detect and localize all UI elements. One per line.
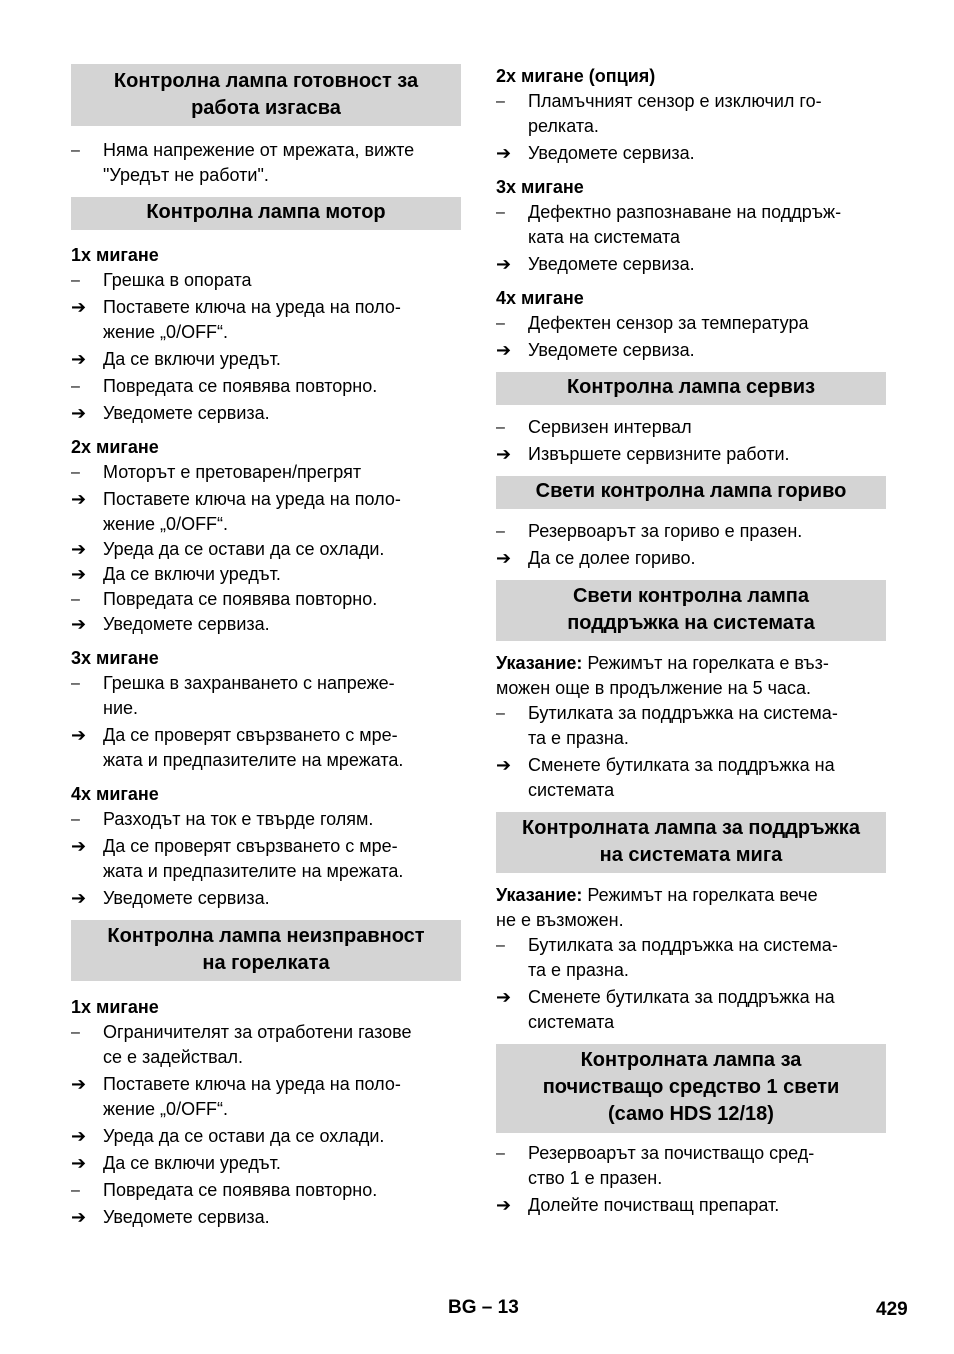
heading-line: Контролна лампа неизправност bbox=[107, 925, 425, 947]
item-text: Разходът на ток е твърде голям. bbox=[103, 809, 374, 829]
item-text bbox=[103, 723, 461, 773]
list-item bbox=[496, 415, 886, 440]
arrow-icon: ➔ bbox=[71, 725, 87, 745]
item-line: Да се проверят свързването с мре- bbox=[103, 836, 398, 856]
item-text bbox=[103, 1020, 461, 1070]
blink-subheading: 4x мигане bbox=[71, 784, 159, 804]
heading-line: Контролна лампа сервиз bbox=[566, 376, 816, 398]
heading-line: почистващо средство 1 свети bbox=[542, 1076, 840, 1098]
note-label: Указание: bbox=[496, 885, 583, 905]
arrow-icon: ➔ bbox=[496, 444, 512, 464]
section-heading-fuel-lamp bbox=[496, 476, 886, 509]
arrow-icon: ➔ bbox=[71, 349, 87, 369]
item-text: Уреда да се остави да се охлади. bbox=[103, 539, 385, 559]
note-line bbox=[496, 883, 886, 908]
arrow-icon: ➔ bbox=[496, 987, 512, 1007]
dash-marker: – bbox=[496, 523, 505, 540]
dash-marker: – bbox=[71, 142, 80, 159]
item-line: та е празна. bbox=[528, 728, 629, 748]
heading-line: на системата мига bbox=[599, 844, 783, 866]
list-item bbox=[496, 1141, 886, 1191]
item-line: жата и предпазителите на мрежата. bbox=[103, 861, 404, 881]
item-text: Да се включи уредът. bbox=[103, 564, 281, 584]
arrow-icon: ➔ bbox=[71, 297, 87, 317]
arrow-icon: ➔ bbox=[71, 1207, 87, 1227]
list-item bbox=[71, 537, 461, 562]
section-heading-detergent-lamp bbox=[496, 1044, 886, 1133]
blink-subheading: 4x мигане bbox=[496, 288, 584, 308]
dash-marker: – bbox=[71, 1182, 80, 1199]
list-item bbox=[496, 701, 886, 751]
note-text: Режимът на горелката е въз- bbox=[582, 653, 829, 673]
arrow-icon: ➔ bbox=[71, 888, 87, 908]
note-line: можен още в продължение на 5 часа. bbox=[496, 678, 812, 698]
item-text bbox=[103, 834, 461, 884]
list-item bbox=[71, 1020, 461, 1070]
list-item bbox=[71, 1072, 461, 1122]
heading-line: работа изгасва bbox=[191, 97, 341, 119]
heading-line: Контролната лампа за поддръжка bbox=[522, 817, 860, 839]
list-item bbox=[71, 834, 461, 884]
note-line: не е възможен. bbox=[496, 910, 624, 930]
arrow-icon: ➔ bbox=[71, 614, 87, 634]
list-item bbox=[496, 1193, 886, 1218]
arrow-icon: ➔ bbox=[496, 340, 512, 360]
item-text bbox=[103, 295, 461, 345]
arrow-icon: ➔ bbox=[71, 836, 87, 856]
list-item bbox=[496, 338, 886, 363]
right-column bbox=[496, 64, 886, 1218]
arrow-icon: ➔ bbox=[71, 489, 87, 509]
dash-marker: – bbox=[496, 937, 505, 954]
item-line: Дефектно разпознаване на поддръж- bbox=[528, 202, 842, 222]
left-column bbox=[71, 64, 461, 1230]
arrow-icon: ➔ bbox=[496, 254, 512, 274]
section-heading-burner-fault-lamp bbox=[71, 920, 461, 981]
list-item bbox=[71, 1178, 461, 1203]
item-text: Уведомете сервиза. bbox=[528, 254, 695, 274]
item-line: ние. bbox=[103, 698, 139, 718]
list-item bbox=[71, 268, 461, 293]
arrow-icon: ➔ bbox=[496, 755, 512, 775]
item-text bbox=[103, 138, 461, 188]
note-paragraph bbox=[496, 883, 886, 933]
list-item bbox=[496, 89, 886, 139]
footer-page-number: 429 bbox=[876, 1299, 908, 1320]
list-item bbox=[496, 985, 886, 1035]
section-heading-system-care-lamp bbox=[496, 580, 886, 641]
item-text: Повредата се появява повторно. bbox=[103, 1180, 378, 1200]
dash-marker: – bbox=[71, 464, 80, 481]
item-line: "Уредът не работи". bbox=[103, 165, 269, 185]
blink-subheading: 2x мигане (опция) bbox=[496, 66, 656, 86]
item-line: Сменете бутилката за поддръжка на bbox=[528, 755, 835, 775]
list-item bbox=[71, 562, 461, 587]
item-line: системата bbox=[528, 1012, 615, 1032]
dash-marker: – bbox=[71, 1024, 80, 1041]
arrow-icon: ➔ bbox=[71, 539, 87, 559]
blink-subheading: 1x мигане bbox=[71, 997, 159, 1017]
list-item bbox=[496, 200, 886, 250]
item-line: Бутилката за поддръжка на система- bbox=[528, 935, 838, 955]
list-item bbox=[71, 1205, 461, 1230]
item-text: Уведомете сервиза. bbox=[528, 143, 695, 163]
list-item bbox=[71, 886, 461, 911]
list-item bbox=[71, 723, 461, 773]
item-line: се е задействал. bbox=[103, 1047, 243, 1067]
dash-marker: – bbox=[71, 378, 80, 395]
list-item bbox=[71, 1151, 461, 1176]
dash-marker: – bbox=[71, 675, 80, 692]
list-item bbox=[71, 487, 461, 537]
item-text: Уведомете сервиза. bbox=[103, 403, 270, 423]
item-line: ство 1 е празен. bbox=[528, 1168, 663, 1188]
item-text: Сервизен интервал bbox=[528, 417, 692, 437]
heading-line: Контролна лампа готовност за bbox=[113, 70, 419, 92]
list-item bbox=[496, 519, 886, 544]
heading-line: поддръжка на системата bbox=[567, 612, 815, 634]
list-item bbox=[496, 933, 886, 983]
item-text: Резервоарът за гориво е празен. bbox=[528, 521, 803, 541]
item-text bbox=[103, 487, 461, 537]
arrow-icon: ➔ bbox=[71, 1074, 87, 1094]
item-text: Грешка в опората bbox=[103, 270, 252, 290]
item-text bbox=[103, 1072, 461, 1122]
arrow-icon: ➔ bbox=[71, 564, 87, 584]
heading-line: Свети контролна лампа гориво bbox=[535, 480, 847, 502]
list-item bbox=[71, 460, 461, 485]
arrow-icon: ➔ bbox=[71, 1126, 87, 1146]
dash-marker: – bbox=[496, 204, 505, 221]
item-line: Грешка в захранването с напреже- bbox=[103, 673, 395, 693]
note-label: Указание: bbox=[496, 653, 583, 673]
item-line: жение „0/OFF“. bbox=[103, 322, 229, 342]
list-item bbox=[496, 141, 886, 166]
item-line: та е празна. bbox=[528, 960, 629, 980]
arrow-icon: ➔ bbox=[71, 403, 87, 423]
item-text: Да се включи уредът. bbox=[103, 1153, 281, 1173]
item-line: Сменете бутилката за поддръжка на bbox=[528, 987, 835, 1007]
item-text: Повредата се появява повторно. bbox=[103, 376, 378, 396]
blink-subheading: 1x мигане bbox=[71, 245, 159, 265]
section-heading-ready-lamp bbox=[71, 64, 461, 126]
item-text bbox=[528, 753, 886, 803]
item-text: Извършете сервизните работи. bbox=[528, 444, 790, 464]
list-item bbox=[71, 671, 461, 721]
list-item bbox=[71, 374, 461, 399]
section-heading-system-care-blink bbox=[496, 812, 886, 873]
item-text bbox=[528, 1141, 886, 1191]
blink-subheading: 3x мигане bbox=[496, 177, 584, 197]
dash-marker: – bbox=[496, 705, 505, 722]
item-line: жата и предпазителите на мрежата. bbox=[103, 750, 404, 770]
item-text bbox=[528, 89, 886, 139]
dash-marker: – bbox=[71, 591, 80, 608]
item-text: Повредата се появява повторно. bbox=[103, 589, 378, 609]
item-line: релката. bbox=[528, 116, 599, 136]
item-text: Уведомете сервиза. bbox=[528, 340, 695, 360]
item-text bbox=[528, 701, 886, 751]
note-line bbox=[496, 651, 886, 676]
item-text: Уведомете сервиза. bbox=[103, 888, 270, 908]
blink-subheading: 2x мигане bbox=[71, 437, 159, 457]
item-line: Поставете ключа на уреда на поло- bbox=[103, 489, 401, 509]
list-item bbox=[71, 587, 461, 612]
item-line: жение „0/OFF“. bbox=[103, 514, 229, 534]
note-paragraph bbox=[496, 651, 886, 701]
item-line: Поставете ключа на уреда на поло- bbox=[103, 297, 401, 317]
item-text: Уведомете сервиза. bbox=[103, 614, 270, 634]
item-line: ката на системата bbox=[528, 227, 681, 247]
heading-line: Свети контролна лампа bbox=[572, 585, 810, 607]
arrow-icon: ➔ bbox=[496, 1195, 512, 1215]
list-item bbox=[496, 753, 886, 803]
item-text bbox=[528, 933, 886, 983]
list-item bbox=[496, 546, 886, 571]
item-text bbox=[528, 985, 886, 1035]
item-text: Да се включи уредът. bbox=[103, 349, 281, 369]
arrow-icon: ➔ bbox=[496, 143, 512, 163]
item-text: Долейте почистващ препарат. bbox=[528, 1195, 780, 1215]
dash-marker: – bbox=[496, 315, 505, 332]
arrow-icon: ➔ bbox=[71, 1153, 87, 1173]
item-line: системата bbox=[528, 780, 615, 800]
item-line: Пламъчният сензор е изключил го- bbox=[528, 91, 822, 111]
blink-subheading: 3x мигане bbox=[71, 648, 159, 668]
dash-marker: – bbox=[71, 272, 80, 289]
heading-line: Контролна лампа мотор bbox=[146, 201, 386, 223]
heading-line: на горелката bbox=[202, 952, 330, 974]
heading-line: (само HDS 12/18) bbox=[608, 1103, 774, 1125]
item-line: Поставете ключа на уреда на поло- bbox=[103, 1074, 401, 1094]
heading-line: Контролната лампа за bbox=[580, 1049, 802, 1071]
item-line: Ограничителят за отработени газове bbox=[103, 1022, 412, 1042]
list-item bbox=[496, 442, 886, 467]
list-item bbox=[496, 252, 886, 277]
list-item bbox=[71, 612, 461, 637]
list-item bbox=[71, 295, 461, 345]
dash-marker: – bbox=[496, 419, 505, 436]
item-line: Бутилката за поддръжка на система- bbox=[528, 703, 838, 723]
section-heading-service-lamp bbox=[496, 372, 886, 405]
footer-section-code: BG – 13 bbox=[448, 1297, 519, 1318]
item-text: Уреда да се остави да се охлади. bbox=[103, 1126, 385, 1146]
item-text: Уведомете сервиза. bbox=[103, 1207, 270, 1227]
list-item bbox=[71, 1124, 461, 1149]
item-line: Резервоарът за почистващо сред- bbox=[528, 1143, 815, 1163]
list-item bbox=[71, 401, 461, 426]
list-item bbox=[71, 138, 461, 188]
item-line: Да се проверят свързването с мре- bbox=[103, 725, 398, 745]
item-text: Моторът е претоварен/прегрят bbox=[103, 462, 362, 482]
note-text: Режимът на горелката вече bbox=[582, 885, 818, 905]
dash-marker: – bbox=[71, 811, 80, 828]
item-text: Да се долее гориво. bbox=[528, 548, 696, 568]
section-heading-motor-lamp bbox=[71, 197, 461, 230]
dash-marker: – bbox=[496, 1145, 505, 1162]
list-item bbox=[496, 311, 886, 336]
item-text bbox=[528, 200, 886, 250]
list-item bbox=[71, 347, 461, 372]
arrow-icon: ➔ bbox=[496, 548, 512, 568]
list-item bbox=[71, 807, 461, 832]
item-text: Дефектен сензор за температура bbox=[528, 313, 809, 333]
item-line: Няма напрежение от мрежата, вижте bbox=[103, 140, 415, 160]
item-line: жение „0/OFF“. bbox=[103, 1099, 229, 1119]
dash-marker: – bbox=[496, 93, 505, 110]
item-text bbox=[103, 671, 461, 721]
